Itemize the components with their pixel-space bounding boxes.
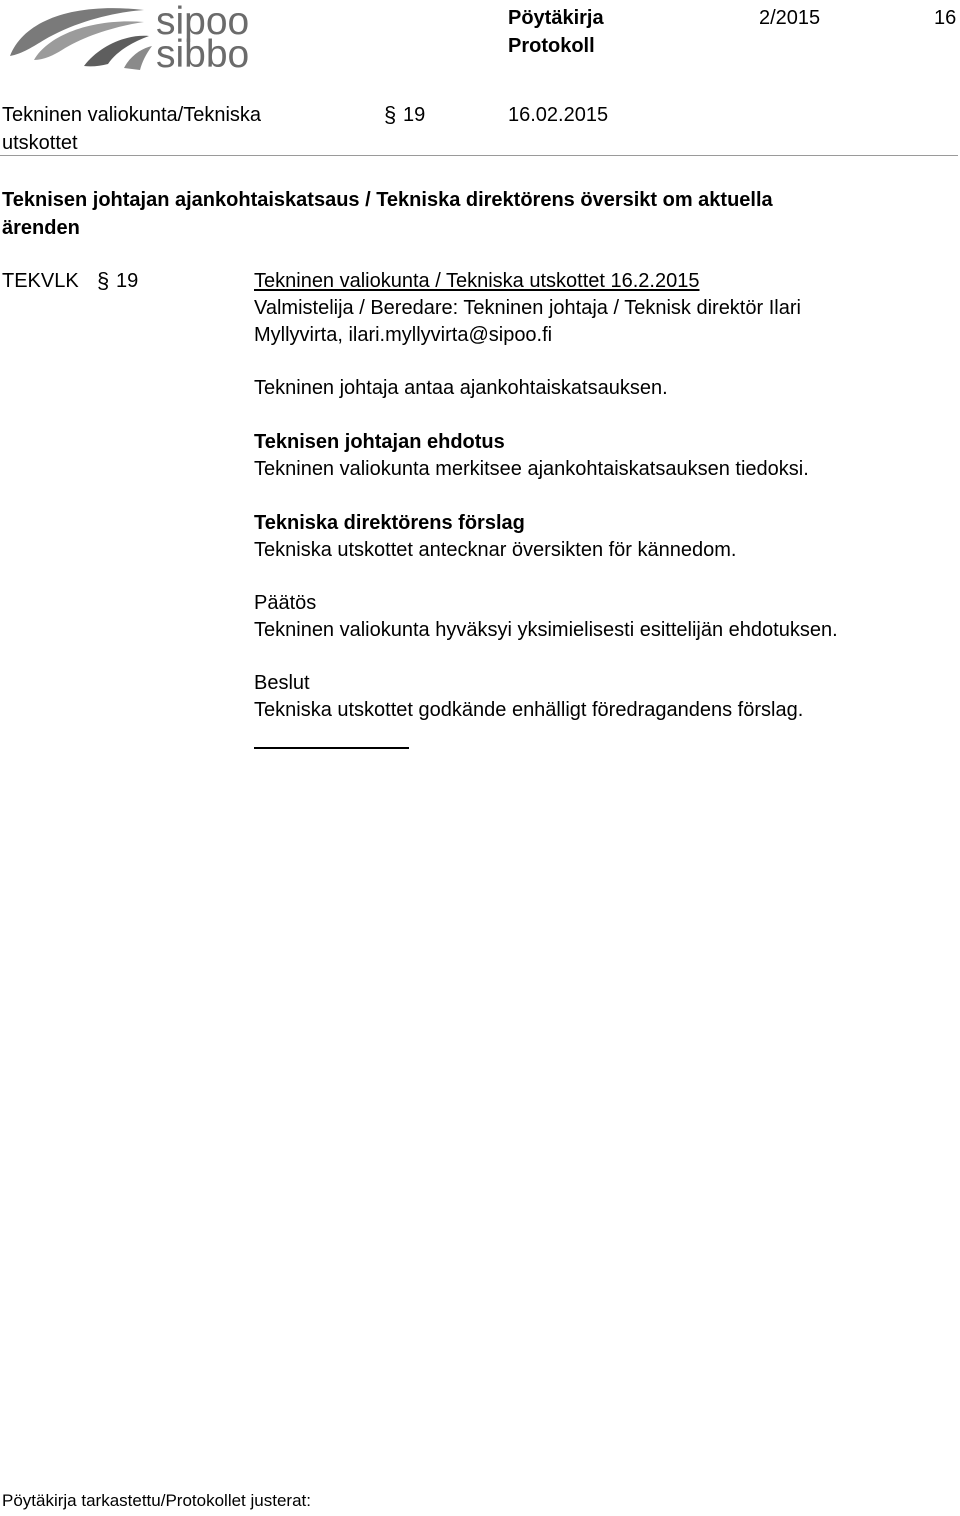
decision-fi-text: Tekninen valiokunta hyväksyi yksimielisesti esittelijän ehdotuksen. xyxy=(254,619,838,641)
doc-number: 2/2015 xyxy=(759,7,821,29)
logo-word-sibbo: sibbo xyxy=(156,33,250,76)
organ-name-line1: Tekninen valiokunta/Tekniska xyxy=(2,104,262,126)
proposal-fi-heading: Teknisen johtajan ehdotus xyxy=(254,431,505,453)
decision-sv-heading: Beslut xyxy=(254,672,310,694)
page-number: 16 xyxy=(934,7,957,29)
organ-name xyxy=(2,101,261,157)
header-divider xyxy=(0,155,958,156)
doc-type-fi: Pöytäkirja xyxy=(508,7,604,29)
ref-section-sign: § xyxy=(97,268,110,293)
proposal-fi-text: Tekninen valiokunta merkitsee ajankohtaiskatsauksen tiedoksi. xyxy=(254,458,809,480)
ref-meeting-line: Tekninen valiokunta / Tekniska utskottet 16.2.2015 xyxy=(254,270,700,292)
item-title-line2: ärenden xyxy=(2,217,80,239)
organ-name-line2: utskottet xyxy=(2,132,78,154)
proposal-sv-text: Tekniska utskottet antecknar översikten för kännedom. xyxy=(254,539,737,561)
logo-word-sipoo: sipoo xyxy=(156,0,250,43)
meeting-date: 16.02.2015 xyxy=(508,104,609,126)
decision-fi-heading: Päätös xyxy=(254,592,317,614)
footer-checked-label: Pöytäkirja tarkastettu/Protokollet justerat: xyxy=(2,1491,311,1510)
ref-code: TEKVLK xyxy=(2,270,79,292)
preparer-line2: Myllyvirta, ilari.myllyvirta@sipoo.fi xyxy=(254,324,553,346)
item-title xyxy=(2,186,932,242)
section-number: 19 xyxy=(403,104,426,126)
preparer-line1: Valmistelija / Beredare: Tekninen johtaja / Teknisk direktör Ilari xyxy=(254,297,801,319)
intro-text: Tekninen johtaja antaa ajankohtaiskatsauksen. xyxy=(254,377,668,399)
section-sign: § xyxy=(384,102,397,127)
item-title-line1: Teknisen johtajan ajankohtaiskatsaus / Tekniska direktörens översikt om aktuella xyxy=(2,189,773,211)
ref-section-number: 19 xyxy=(116,270,139,292)
end-separator xyxy=(254,747,409,749)
decision-sv-text: Tekniska utskottet godkände enhälligt föredragandens förslag. xyxy=(254,699,804,721)
proposal-sv-heading: Tekniska direktörens förslag xyxy=(254,512,525,534)
doc-type-sv: Protokoll xyxy=(508,35,595,57)
